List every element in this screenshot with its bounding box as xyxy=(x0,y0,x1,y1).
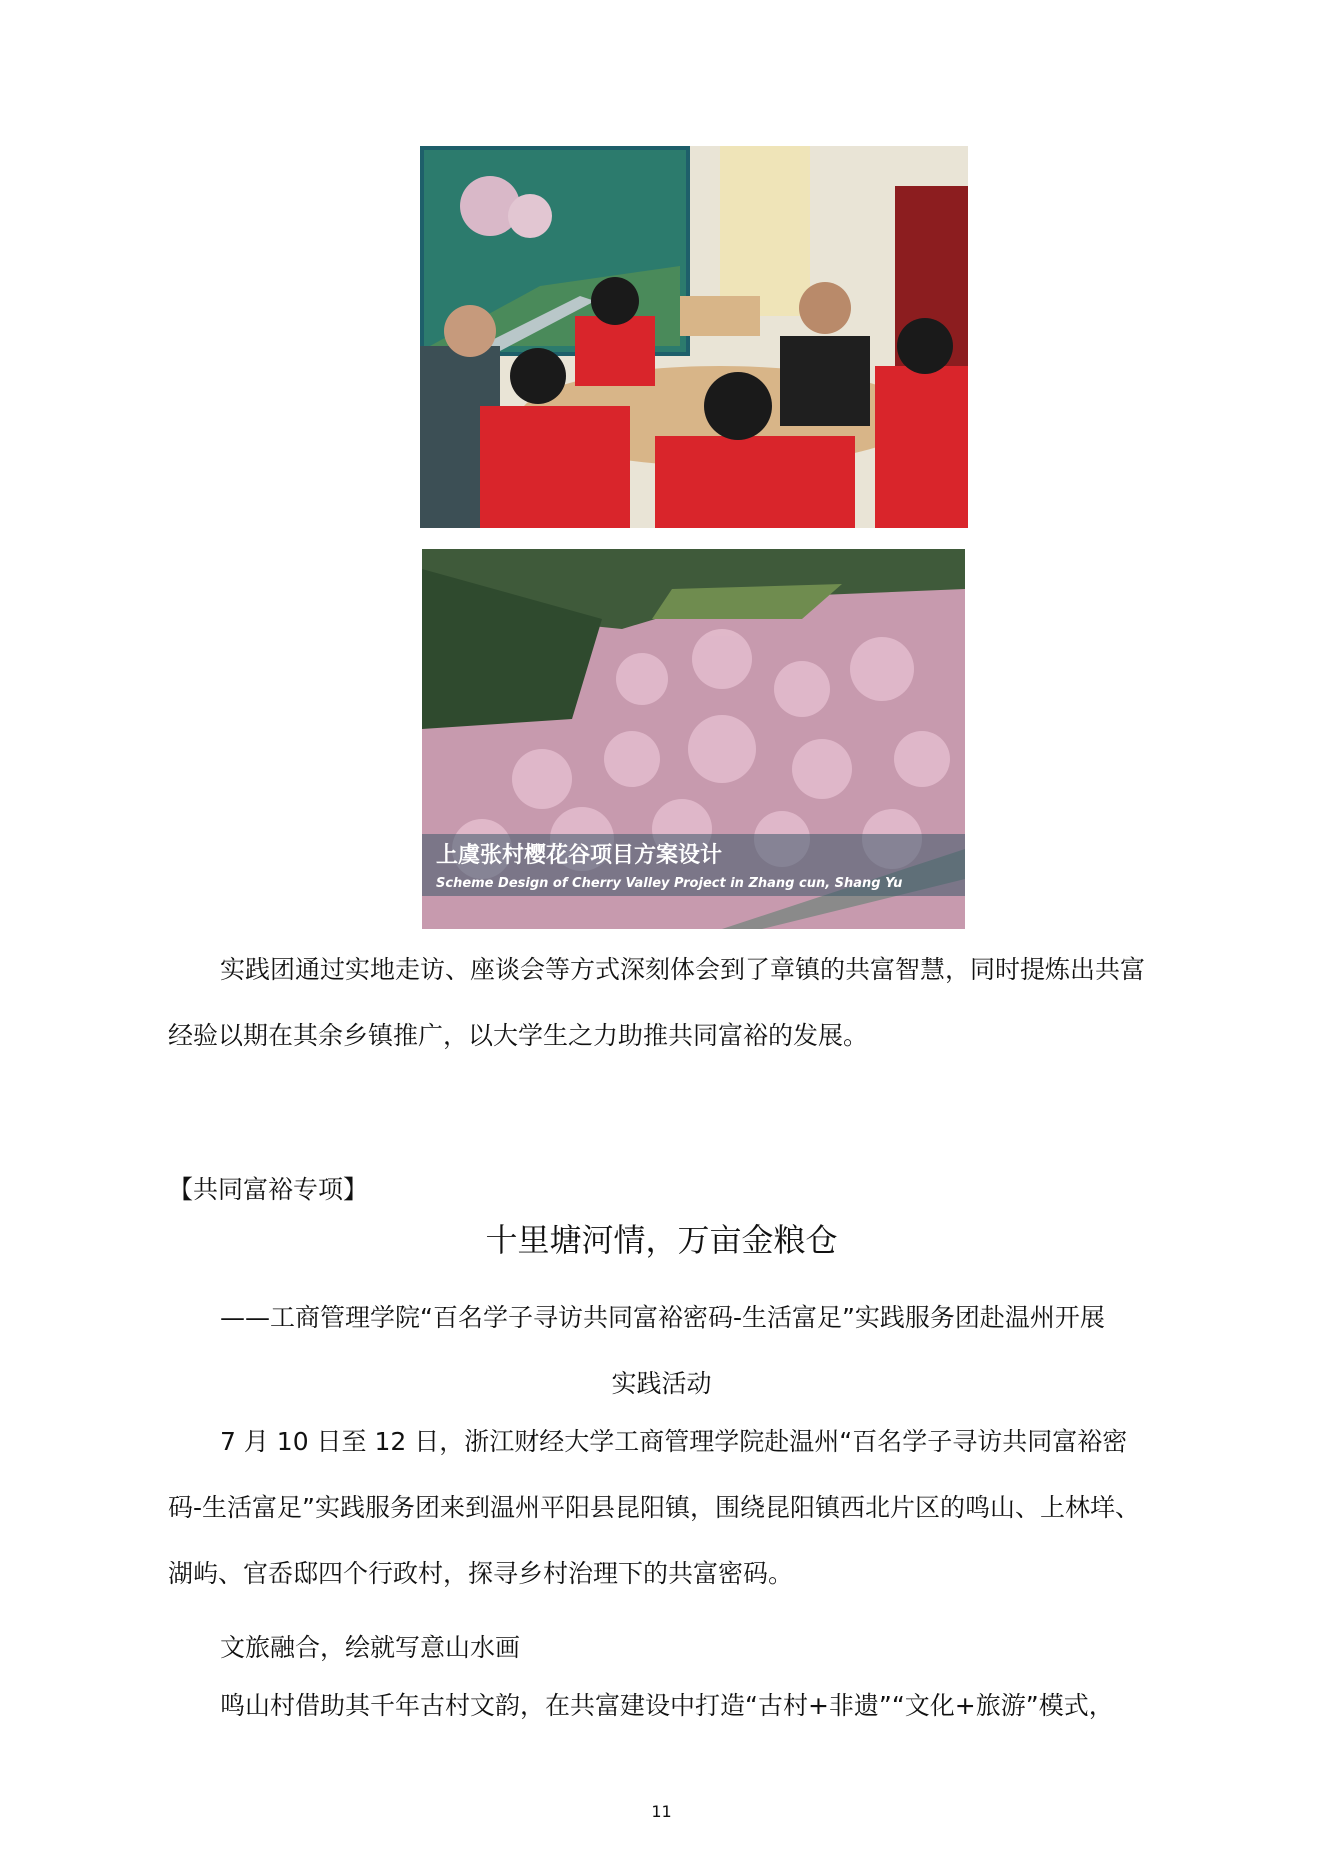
article-title: 十里塘河情，万亩金粮仓 xyxy=(485,1221,838,1259)
subtitle-line-1: ——工商管理学院“百名学子寻访共同富裕密码-生活富足”实践服务团赴温州开展 xyxy=(220,1303,1105,1332)
page-number: 11 xyxy=(651,1802,672,1821)
photo-caption-cn: 上虞张村樱花谷项目方案设计 xyxy=(436,843,723,868)
main-paragraph: 7 月 10 日至 12 日，浙江财经大学工商管理学院赴温州“百名学子寻访共同富裕密码-生活富足”实践服务团来到温州平阳县昆阳镇，围绕昆阳镇西北片区的鸣山、上林垟、湖屿、官岙邸四个行政村，探寻乡村治理下的共富密码。 xyxy=(168,1427,1140,1588)
intro-paragraph: 实践团通过实地走访、座谈会等方式深刻体会到了章镇的共富智慧，同时提炼出共富经验以期在其余乡镇推广，以大学生之力助推共同富裕的发展。 xyxy=(168,955,1146,1050)
subheading: 文旅融合，绘就写意山水画 xyxy=(220,1633,521,1662)
section-tag: 【共同富裕专项】 xyxy=(168,1175,369,1204)
aerial-cherry-blossom-photo xyxy=(422,549,965,929)
photo-caption-en: Scheme Design of Cherry Valley Project in Zhang cun, Shang Yu xyxy=(436,876,903,891)
last-paragraph: 鸣山村借助其千年古村文韵，在共富建设中打造“古村+非遗”“文化+旅游”模式， xyxy=(220,1691,1114,1720)
meeting-photo xyxy=(420,146,968,528)
subtitle-line-2: 实践活动 xyxy=(611,1369,712,1398)
